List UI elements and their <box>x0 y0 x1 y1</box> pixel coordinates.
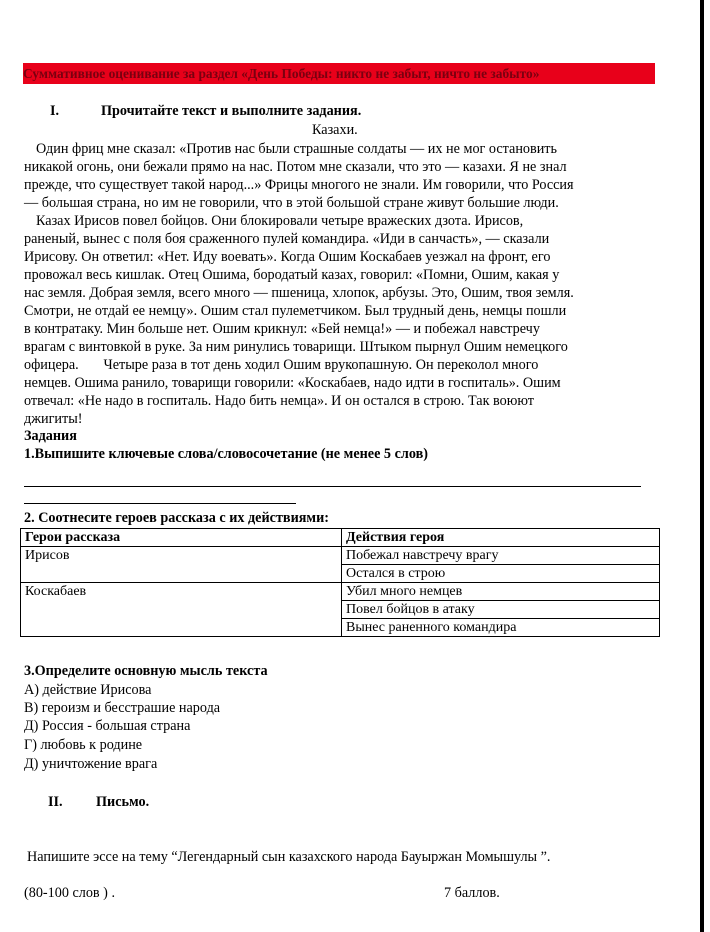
story-line: джигиты! <box>24 411 83 427</box>
story-line: никакой огонь, они бежали прямо на нас. Потом мне сказали, что это — казахи. Я не знал <box>24 159 567 175</box>
section-1-title: Прочитайте текст и выполните задания. <box>101 103 362 119</box>
section-1-number: I. <box>50 103 60 119</box>
heroes-table <box>20 528 660 637</box>
answer-line[interactable] <box>24 503 296 504</box>
answer-option[interactable]: Г) любовь к родине <box>24 737 143 753</box>
action-cell: Вынес раненного командира <box>342 619 660 637</box>
essay-prompt: Напишите эссе на тему “Легендарный сын казахского народа Бауыржан Момышулы ”. <box>27 849 551 865</box>
table-header-row <box>21 529 660 547</box>
essay-word-count: (80-100 слов ) . <box>24 885 115 901</box>
story-line: Казах Ирисов повел бойцов. Они блокировали четыре вражеских дзота. Ирисов, <box>36 213 524 229</box>
action-cell: Повел бойцов в атаку <box>342 601 660 619</box>
assessment-banner: Суммативное оценивание за раздел «День Победы: никто не забыт, ничто не забыто» <box>23 63 655 84</box>
task-1: 1.Выпишите ключевые слова/словосочетание (не менее 5 слов) <box>24 446 428 462</box>
story-line: немцев. Ошима ранило, товарищи говорили: «Коскабаев, надо идти в госпиталь». Ошим <box>24 375 561 391</box>
story-line: нас земля. Добрая земля, всего много — пшеница, хлопок, арбузы. Это, Ошим, твоя земля. <box>24 285 574 301</box>
essay-points: 7 баллов. <box>444 885 500 901</box>
story-line: раненый, вынес с поля боя сраженного пулей командира. «Иди в санчасть», — сказали <box>24 231 550 247</box>
action-cell: Остался в строю <box>342 565 660 583</box>
story-line: офицера. Четыре раза в тот день ходил Ошим врукопашную. Он переколол много <box>24 357 539 373</box>
story-line: провожал весь кишлак. Отец Ошима, бородатый казах, говорил: «Помни, Ошим, какая у <box>24 267 560 283</box>
story-line: врагам с винтовкой в руке. За ним ринулись товарищи. Штыком пырнул Ошим немецкого <box>24 339 568 355</box>
story-line: Один фриц мне сказал: «Против нас были страшные солдаты — их не мог остановить <box>36 141 557 157</box>
hero-cell: Коскабаев <box>21 583 342 637</box>
story-line: в контратаку. Мин больше нет. Ошим крикнул: «Бей немца!» — и побежал навстречу <box>24 321 540 337</box>
answer-option[interactable]: Д) Россия - большая страна <box>24 718 191 734</box>
story-title: Казахи. <box>312 122 358 138</box>
table-row <box>21 547 660 565</box>
task-2: 2. Соотнесите героев рассказа с их действиями: <box>24 510 329 526</box>
answer-option[interactable]: А) действие Ирисова <box>24 682 152 698</box>
answer-line[interactable] <box>24 486 641 487</box>
table-row <box>21 583 660 601</box>
section-2-number: II. <box>48 794 63 810</box>
story-line: Ирисову. Он ответил: «Нет. Иду воевать». Когда Ошим Коскабаев уезжал на фронт, его <box>24 249 551 265</box>
table-header-actions: Действия героя <box>342 529 660 547</box>
story-line: — большая страна, но им не говорили, что в этой большой стране живут большие люди. <box>24 195 559 211</box>
section-2-title: Письмо. <box>96 794 150 810</box>
action-cell: Побежал навстречу врагу <box>342 547 660 565</box>
action-cell: Убил много немцев <box>342 583 660 601</box>
tasks-heading: Задания <box>24 428 77 444</box>
story-line: Смотри, не отдай ее немцу». Ошим стал пулеметчиком. Был трудный день, немцы пошли <box>24 303 567 319</box>
task-3: 3.Определите основную мысль текста <box>24 663 268 679</box>
answer-option[interactable]: Д) уничтожение врага <box>24 756 158 772</box>
table-header-heroes: Герои рассказа <box>21 529 342 547</box>
story-line: отвечал: «Не надо в госпиталь. Надо бить немца». И он остался в строю. Так воюют <box>24 393 534 409</box>
answer-option[interactable]: В) героизм и бесстрашие народа <box>24 700 221 716</box>
hero-cell: Ирисов <box>21 547 342 583</box>
story-line: прежде, что существует такой народ...» Фрицы многого не знали. Им говорили, что Россия <box>24 177 574 193</box>
page-right-edge <box>700 0 704 932</box>
